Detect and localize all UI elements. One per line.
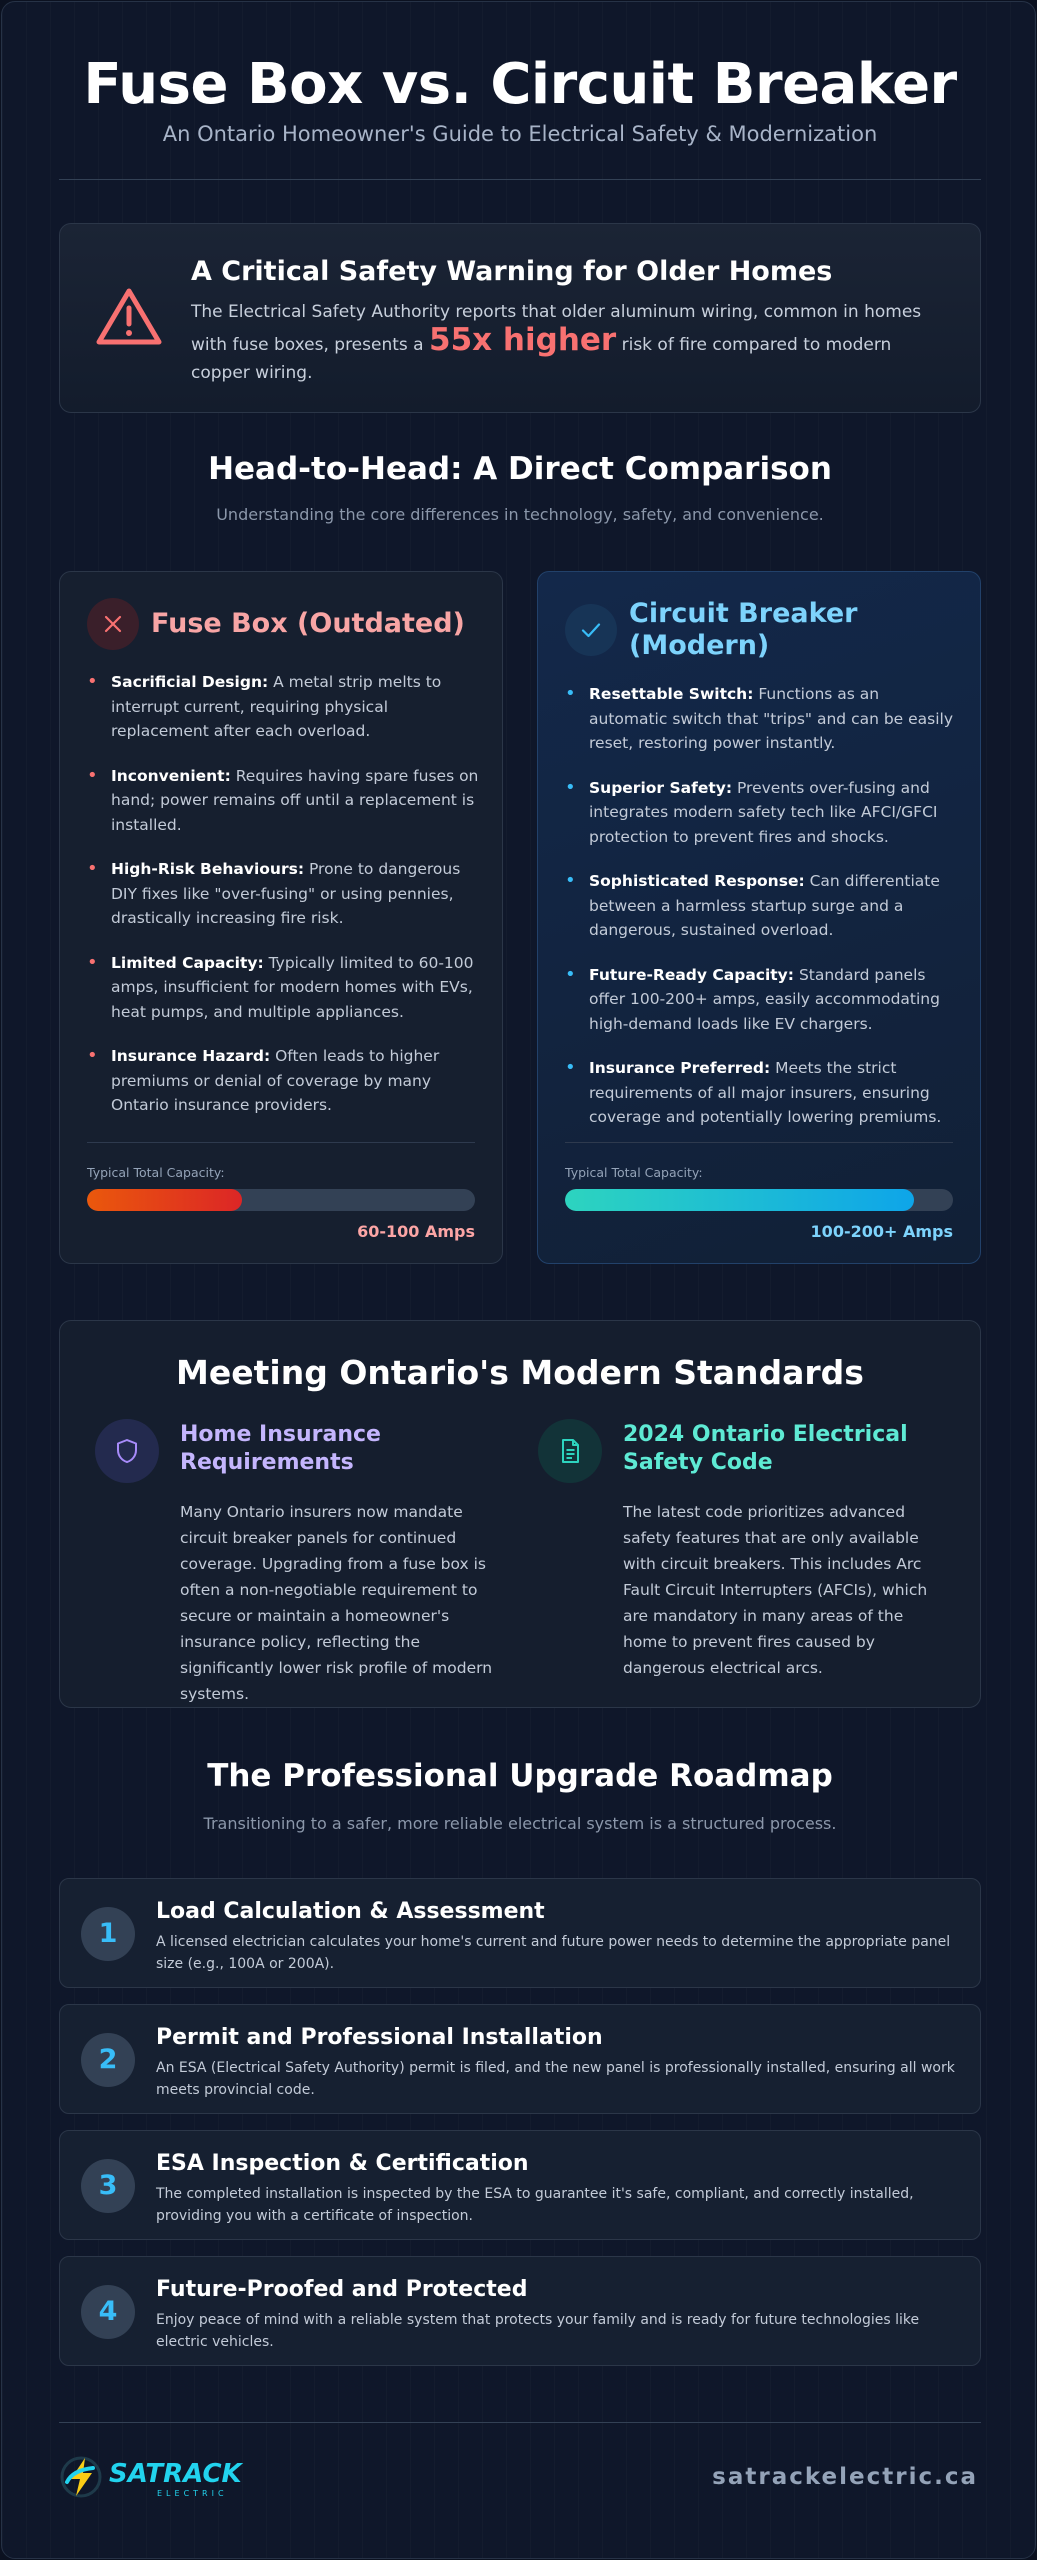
item-text: Functions as an automatic switch that "trips" and can be easily reset, restoring power instantly. [589,685,954,752]
list-item [565,869,960,943]
warning-highlight: 55x higher [429,322,617,358]
bullet-icon: • [87,1045,98,1066]
list-item [565,963,960,1037]
bullet-icon: • [565,870,576,891]
fuse-box-title: Fuse Box (Outdated) [151,608,465,639]
bullet-icon: • [87,671,98,692]
document-icon [556,1437,584,1465]
standard-title: Home Insurance Requirements [180,1422,381,1475]
bullet-icon: • [565,683,576,704]
step-text: An ESA (Electrical Safety Authority) permit is filed, and the new panel is professionally installed, ensuring all work meets provincial code. [156,2060,955,2098]
website-link[interactable]: satrackelectric.ca [712,2464,978,2490]
lightning-logo-icon [62,2458,100,2496]
list-item [87,1044,482,1118]
shield-icon-badge [95,1419,159,1483]
bullet-icon: • [565,963,576,985]
page-subtitle: An Ontario Homeowner's Guide to Electrical Safety & Modernization [162,122,878,146]
item-text: A metal strip melts to interrupt current, requiring physical replacement after each overload. [111,673,442,740]
item-label: High-Risk Behaviours: [111,860,305,878]
capacity-label: Typical Total Capacity: [87,1165,225,1180]
list-item [87,857,482,931]
item-text: Prone to dangerous DIY fixes like "over-fusing" or using pennies, drastically increasing fire risk. [111,860,461,927]
capacity-label: Typical Total Capacity: [565,1165,703,1180]
list-item [87,670,482,744]
item-label: Resettable Switch: [589,685,754,703]
bullet-icon: • [87,858,98,879]
card-divider [565,1142,953,1143]
card-divider [87,1142,475,1143]
item-label: Sophisticated Response: [589,872,805,890]
list-item [87,764,482,838]
item-text: Requires having spare fuses on hand; power remains off until a replacement is installed. [111,766,479,834]
step-number: 2 [81,2033,135,2087]
logo-tag: ELECTRIC [157,2489,228,2498]
standard-title: 2024 Ontario Electrical Safety Code [623,1422,908,1475]
step-title: Permit and Professional Installation [156,2025,603,2050]
capacity-bar [565,1189,953,1211]
warning-title: A Critical Safety Warning for Older Homes [191,256,833,287]
step-text: A licensed electrician calculates your home's current and future power needs to determine the appropriate panel size (e.g., 100A or 200A). [156,1934,951,1972]
roadmap-subtitle: Transitioning to a safer, more reliable electrical system is a structured process. [203,1814,837,1833]
roadmap-step [59,2256,981,2366]
capacity-value: 100-200+ Amps [810,1222,953,1241]
item-label: Sacrificial Design: [111,673,269,691]
item-label: Limited Capacity: [111,953,264,972]
list-item [565,682,960,756]
warning-text-end: risk of fire compared to modern copper wiring. [191,335,892,383]
bullet-icon: • [565,776,576,798]
step-title: ESA Inspection & Certification [156,2151,529,2176]
item-text: Often leads to higher premiums or denial of coverage by many Ontario insurance providers. [111,1047,440,1114]
standards-section [59,1320,981,1708]
list-item [565,776,960,850]
capacity-value: 60-100 Amps [357,1222,475,1241]
item-text: Standard panels offer 100-200+ amps, easily accommodating high-demand loads like EV chargers. [589,965,940,1033]
step-number: 1 [81,1907,135,1961]
shield-icon [113,1437,141,1465]
circuit-breaker-title: Circuit Breaker (Modern) [629,598,858,661]
warning-text [191,298,951,387]
header-divider [59,179,981,180]
list-item [87,951,482,1025]
item-label: Insurance Preferred: [589,1059,771,1077]
x-icon [101,612,125,636]
capacity-bar [87,1189,475,1211]
item-text: Typically limited to 60-100 amps, insufficient for modern homes with EVs, heat pumps, and multiple appliances. [111,953,474,1021]
document-icon-badge [538,1419,602,1483]
infographic-page [1,1,1036,2559]
list-item [565,1056,960,1130]
item-text: Can differentiate between a harmless startup surge and a dangerous, sustained overload. [589,872,940,939]
standards-title: Meeting Ontario's Modern Standards [176,1353,864,1392]
circuit-breaker-list [565,682,960,1150]
roadmap-title: The Professional Upgrade Roadmap [207,1758,833,1794]
item-label: Superior Safety: [589,778,733,797]
item-label: Insurance Hazard: [111,1047,271,1065]
capacity-bar-fill [87,1189,242,1211]
step-text: Enjoy peace of mind with a reliable system that protects your family and is ready for future technologies like electric vehicles. [156,2312,920,2350]
step-number: 3 [81,2159,135,2213]
warning-triangle-icon [94,286,164,348]
standard-text: Many Ontario insurers now mandate circuit breaker panels for continued coverage. Upgrading from a fuse box is often a non-negotiable requirement to secure or maintain a homeowner's insurance policy, reflecting the significantly lower risk profile of modern systems. [180,1503,493,1703]
step-title: Future-Proofed and Protected [156,2277,528,2302]
logo-brand: SATRACK [109,2459,242,2489]
comparison-subtitle: Understanding the core differences in technology, safety, and convenience. [216,505,824,524]
circuit-breaker-card [537,571,981,1264]
page-title: Fuse Box vs. Circuit Breaker [83,52,957,117]
bullet-icon: • [565,1057,576,1078]
fuse-icon-badge [87,598,139,650]
item-text: Prevents over-fusing and integrates modern safety tech like AFCI/GFCI protection to prevent fires and shocks. [589,778,938,846]
standard-text: The latest code prioritizes advanced safety features that are only available with circuit breakers. This includes Arc Fault Circuit Interrupters (AFCIs), which are mandatory in many areas of the home to prevent fires caused by dangerous electrical arcs. [623,1503,928,1677]
satrack-logo [59,2452,279,2502]
footer-divider [59,2422,981,2423]
capacity-bar-fill [565,1189,914,1211]
fuse-box-card [59,571,503,1264]
bullet-icon: • [87,764,98,786]
item-label: Inconvenient: [111,766,231,785]
roadmap-step [59,2004,981,2114]
fuse-box-list [87,670,482,1138]
item-label: Future-Ready Capacity: [589,965,794,984]
roadmap-step [59,2130,981,2240]
bullet-icon: • [87,951,98,973]
step-number: 4 [81,2285,135,2339]
breaker-icon-badge [565,604,617,656]
check-icon [579,618,603,642]
warning-text-start: The Electrical Safety Authority reports that older aluminum wiring, common in homes with fuse boxes, presents a [191,302,922,355]
roadmap-step [59,1878,981,1988]
item-text: Meets the strict requirements of all major insurers, ensuring coverage and potentially lowering premiums. [589,1059,942,1126]
step-text: The completed installation is inspected by the ESA to guarantee it's safe, compliant, and correctly installed, providing you with a certificate of inspection. [156,2186,914,2224]
comparison-title: Head-to-Head: A Direct Comparison [208,451,832,487]
step-title: Load Calculation & Assessment [156,1899,545,1924]
safety-warning-card [59,223,981,413]
